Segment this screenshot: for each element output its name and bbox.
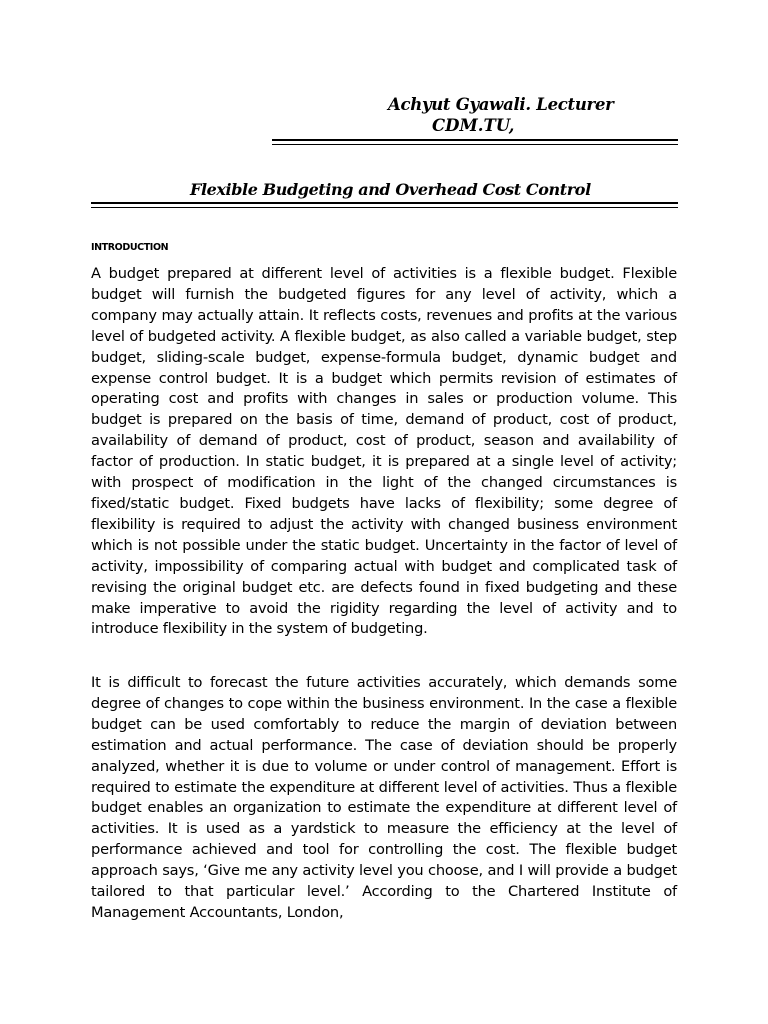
title-rule-thick	[91, 202, 678, 204]
section-heading: INTRODUCTION	[91, 242, 169, 253]
body-paragraph: It is difficult to forecast the future activities accurately, which demands some degree of changes to cope within the business environment. In the case a flexible budget can be used comfortably to reduce the margin of deviation between estimation and actual performance. The case of deviation should be properly analyzed, whether it is due to volume or under control of management. Effort is required to estimate the expenditure at different level of activities. Thus a flexible budget enables an organization to estimate the expenditure at different level of activities. It is used as a yardstick to measure the efficiency at the level of performance achieved and tool for controlling the cost. The flexible budget approach says, ‘Give me any activity level you choose, and I will provide a budget tailored to that particular level.’ According to the Chartered Institute of Management Accountants, London,	[91, 674, 677, 921]
header-rule-thin	[272, 144, 678, 145]
body-paragraph: A budget prepared at different level of activities is a flexible budget. Flexible budget will furnish the budgeted figures for any level of activity, which a company may actually attain. It reflects costs, revenues and profits at the various level of budgeted activity. A flexible budget, as also called a variable budget, step budget, sliding-scale budget, expense-formula budget, dynamic budget and expense control budget. It is a budget which permits revision of estimates of operating cost and profits with changes in sales or production volume. This budget is prepared on the basis of time, demand of product, cost of product, availability of demand of product, cost of product, season and availability of factor of production. In static budget, it is prepared at a single level of activity; with prospect of modification in the light of the changed circumstances is fixed/static budget. Fixed budgets have lacks of flexibility; some degree of flexibility is required to adjust the activity with changed business environment which is not possible under the static budget. Uncertainty in the factor of level of activity, impossibility of comparing actual with budget and complicated task of revising the original budget etc. are defects found in fixed budgeting and these make imperative to avoid the rigidity regarding the level of activity and to introduce flexibility in the system of budgeting.	[91, 265, 677, 638]
header-rule-thick	[272, 139, 678, 141]
title-rule-thin	[91, 207, 678, 208]
document-title: Flexible Budgeting and Overhead Cost Control	[190, 180, 591, 199]
organization-line: CDM.TU,	[432, 116, 515, 135]
author-line: Achyut Gyawali. Lecturer	[388, 95, 614, 114]
